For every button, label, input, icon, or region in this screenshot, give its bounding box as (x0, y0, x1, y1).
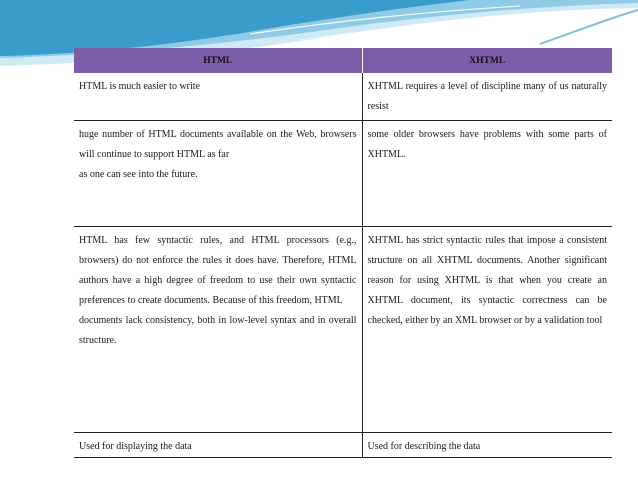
cell-html (74, 73, 362, 121)
header-xhtml: XHTML (362, 48, 612, 73)
cell-text: HTML has few syntactic rules, and HTML processors (e.g., browsers) do not enforce the rules it does have. Therefore, HTML authors have a high degree of freedom to use their own syntactic preferences to create documents. Because of this freedom, HTML (79, 235, 357, 306)
table-row (74, 73, 612, 121)
header-html: HTML (74, 48, 362, 73)
table-row (74, 433, 612, 458)
cell-xhtml (362, 73, 612, 121)
cell-text: Used for displaying the data (79, 441, 192, 452)
cell-xhtml (362, 121, 612, 227)
cell-text: XHTML has strict syntactic rules that impose a consistent structure on all XHTML documents. Another significant reason for using XHTML is that when you create an XHTML document, its syntactic correctness can be checked, either by an XML browser or by a validation tool (367, 235, 607, 326)
table-header-row (74, 48, 612, 73)
cell-text: documents lack consistency, both in low-level syntax and in overall structure. (79, 315, 357, 346)
table-row (74, 227, 612, 433)
cell-text: Used for describing the data (367, 441, 481, 452)
cell-html (74, 433, 362, 458)
cell-text: XHTML requires a level of discipline many of us naturally resist (367, 81, 607, 112)
wave-right-swoosh (540, 10, 638, 44)
cell-text: huge number of HTML documents available on the Web, browsers will continue to support HTML as far (79, 129, 357, 160)
comparison-table-container (74, 48, 612, 458)
cell-xhtml (362, 227, 612, 433)
cell-text: HTML is much easier to write (79, 81, 200, 92)
cell-text: some older browsers have problems with some parts of XHTML. (367, 129, 607, 160)
cell-html (74, 121, 362, 227)
html-vs-xhtml-table (74, 48, 612, 458)
cell-text: as one can see into the future. (79, 169, 198, 180)
cell-html (74, 227, 362, 433)
table-row (74, 121, 612, 227)
cell-xhtml (362, 433, 612, 458)
